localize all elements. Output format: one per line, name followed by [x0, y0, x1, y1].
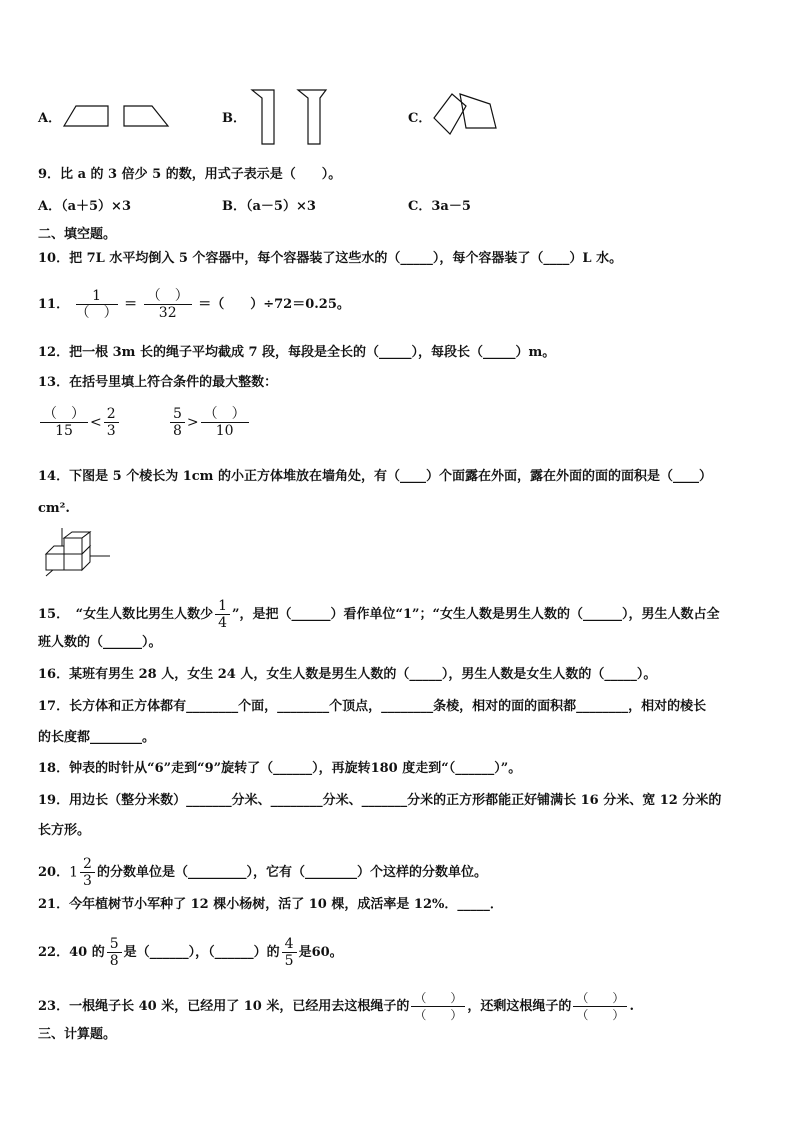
q19-line-2: 长方形。 — [38, 823, 91, 838]
q23-post: . — [629, 999, 634, 1014]
q8-option-b-label: B． — [222, 111, 246, 126]
q11-rest: ＝（ ）÷72＝0.25。 — [198, 297, 350, 312]
q20-whole: 1 — [69, 864, 79, 881]
q22-fn: 5 — [107, 936, 122, 953]
q13-f3-den: 8 — [173, 423, 182, 439]
q14-line-1: 14．下图是 5 个棱长为 1cm 的小正方体堆放在墙角处，有（____）个面露在外面，露在外面的面的面积是（____） — [38, 469, 712, 484]
q15-line-1 — [38, 598, 719, 631]
q11-fraction-2 — [144, 288, 192, 321]
q13-f2 — [104, 406, 119, 439]
q22-f2d: 5 — [284, 953, 294, 969]
q11-f2-num: （ ） — [144, 288, 192, 305]
q15-post: ”，是把（______）看作单位“1”；“女生人数是男生人数的（______），男生人数占全 — [232, 607, 720, 622]
q23-mid: ，还剩这根绳子的 — [467, 999, 572, 1014]
q23-f2d: （ ） — [576, 1008, 625, 1022]
q22-f2n: 4 — [282, 936, 297, 953]
q20-fd: 3 — [83, 873, 92, 889]
q8-option-c-label: C． — [408, 111, 432, 126]
q22-fraction-1 — [107, 936, 122, 969]
q20-label: 20． — [38, 865, 70, 880]
q23-fd: （ ） — [414, 1008, 463, 1022]
q11 — [38, 288, 350, 321]
q20-post: 的分数单位是（_________），它有（________）个这样的分数单位。 — [96, 865, 487, 880]
q23-f2n: （ ） — [573, 990, 627, 1007]
q22-fraction-2 — [282, 936, 297, 969]
q23-fn: （ ） — [411, 990, 465, 1007]
q13-f4-den: 10 — [215, 423, 234, 439]
q11-f2-den: 32 — [158, 305, 177, 321]
q23 — [38, 990, 634, 1023]
q22-post: 是60。 — [298, 945, 343, 960]
q15-pre: 15． “女生人数比男生人数少 — [38, 607, 214, 622]
q12: 12．把一根 3m 长的绳子平均截成 7 段，每段是全长的（_____），每段长（_____）m。 — [38, 345, 556, 360]
q9-stem: 9．比 a 的 3 倍少 5 的数，用式子表示是（ ）。 — [38, 167, 342, 182]
q23-fraction-2 — [573, 990, 627, 1023]
q17-line-2: 的长度都________。 — [38, 730, 156, 745]
q13-f4 — [201, 406, 249, 439]
q15-fraction — [215, 598, 230, 631]
q13-f3 — [170, 406, 185, 439]
section-2-heading: 二、填空题。 — [38, 227, 117, 242]
q13-f1-den: 15 — [55, 423, 73, 439]
q22-pre: 22．40 的 — [38, 945, 105, 960]
q13-gt: > — [186, 414, 199, 431]
q13-f1-num: （ ） — [40, 406, 88, 423]
q17-line-1: 17．长方体和正方体都有________个面，________个顶点，________条棱，相对的面的面积都________，相对的棱长 — [38, 699, 707, 714]
q13-inequality-1 — [38, 406, 121, 439]
q13-f2-den: 3 — [106, 423, 116, 439]
q14-line-2: cm². — [38, 501, 70, 516]
q8-option-a-figure — [64, 104, 174, 130]
q22-fd: 8 — [109, 953, 119, 969]
q11-fraction-1 — [76, 288, 118, 321]
q20 — [38, 856, 487, 889]
q9-option-b: B．（a－5）×3 — [222, 199, 316, 214]
q11-f1-num: 1 — [76, 288, 118, 305]
q15-fd: 4 — [218, 615, 227, 631]
q9-option-a: A．（a＋5）×3 — [38, 199, 131, 214]
q19-line-1: 19．用边长（整分米数）_______分米、________分米、_______分米的正方形都能正好铺满长 16 分米、宽 12 分米的 — [38, 793, 722, 808]
q13-f4-num: （ ） — [201, 406, 249, 423]
q13-stem: 13．在括号里填上符合条件的最大整数： — [38, 375, 278, 390]
q13-f2-num: 2 — [104, 406, 119, 423]
q11-f1-den: （ ） — [75, 305, 118, 321]
section-3-heading: 三、计算题。 — [38, 1027, 117, 1042]
q22 — [38, 936, 343, 969]
q13-f3-num: 5 — [170, 406, 185, 423]
q13-inequality-2 — [168, 406, 251, 439]
q20-fraction — [80, 856, 95, 889]
q11-label: 11． — [38, 297, 70, 312]
q20-fn: 2 — [80, 856, 95, 873]
q10: 10．把 7L 水平均倒入 5 个容器中，每个容器装了这些水的（_____），每个容器装了（____）L 水。 — [38, 251, 623, 266]
q8-option-b-figure — [248, 88, 338, 148]
q23-pre: 23．一根绳子长 40 米，已经用了 10 米，已经用去这根绳子的 — [38, 999, 410, 1014]
q15-fn: 1 — [215, 598, 230, 615]
q8-option-c-figure — [432, 90, 502, 140]
q21: 21．今年植树节小军种了 12 棵小杨树，活了 10 棵，成活率是 12%．_____． — [38, 897, 503, 912]
q13-f1 — [40, 406, 88, 439]
q9-option-c: C．3a－5 — [408, 199, 471, 214]
q11-eq: ＝ — [124, 297, 138, 312]
q16: 16．某班有男生 28 人，女生 24 人，女生人数是男生人数的（_____），男生人数是女生人数的（_____）。 — [38, 667, 657, 682]
q15-line-2: 班人数的（______）。 — [38, 635, 162, 650]
q22-mid: 是（______），（______）的 — [123, 945, 280, 960]
q14-cube-figure — [36, 526, 116, 580]
q13-lt: < — [90, 414, 102, 431]
q18: 18．钟表的时针从“6”走到“9”旋转了（______），再旋转180 度走到“（______）”。 — [38, 761, 522, 776]
q23-fraction-1 — [411, 990, 465, 1023]
q8-option-a-label: A． — [38, 111, 62, 126]
